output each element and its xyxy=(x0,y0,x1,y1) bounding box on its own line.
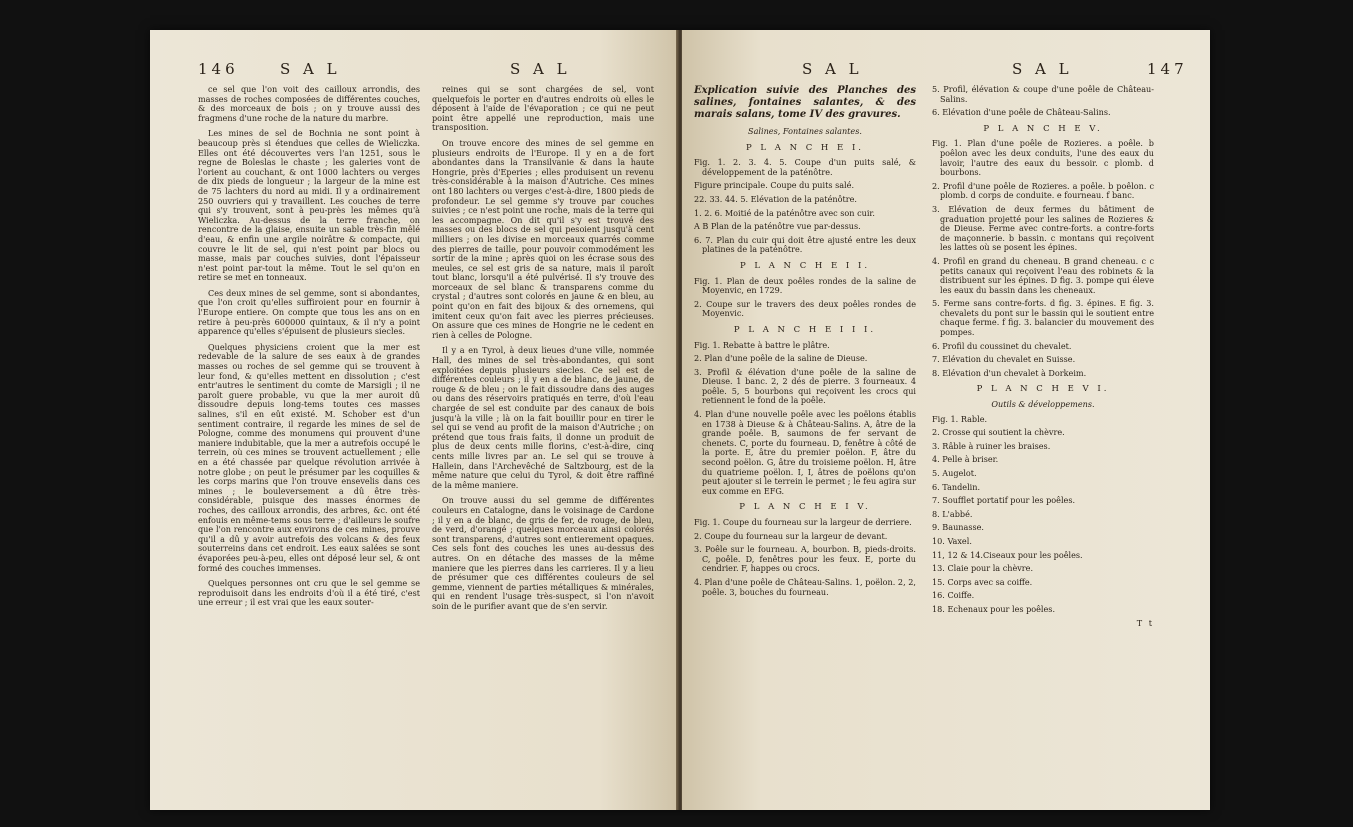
figure-entry: 5. Profil, élévation & coupe d'une poêle de Château-Salins. xyxy=(932,84,1154,104)
figure-entry: 6. 7. Plan du cuir qui doit être ajusté entre les deux platines de la paténôtre. xyxy=(694,234,916,255)
figure-entry: 4. Profil en grand du cheneau. B grand cheneau. c c petits canaux qui reçoivent l'eau des robinets & la distribuent sur les épines. D fig. 3. pompe qui éleve les eaux du bassin dans les cheneaux. xyxy=(932,255,1154,295)
page-number-right: 147 xyxy=(1147,60,1188,78)
right-column-1 xyxy=(694,85,916,601)
figure-entry: 5. Ferme sans contre-forts. d fig. 3. épines. E fig. 3. chevalets du pont sur le bassin qui le soutient entre chaque ferme. f fig. 3. balancier du mouvement des pompes. xyxy=(932,298,1154,338)
figure-entry: 10. Vaxel. xyxy=(932,535,972,546)
figure-entry: 6. Profil du coussinet du chevalet. xyxy=(932,340,1072,351)
figure-entry: Fig. 1. Plan de deux poêles rondes de la saline de Moyenvic, en 1729. xyxy=(694,275,916,296)
plate-heading: P L A N C H E I I. xyxy=(739,260,871,271)
right-column-2 xyxy=(932,85,1154,628)
running-head-left-2: S A L xyxy=(510,60,571,78)
figure-entry: 2. Coupe du fourneau sur la largeur de devant. xyxy=(694,530,888,541)
figure-entry: Figure principale. Coupe du puits salé. xyxy=(694,180,855,191)
figure-entry: 6. Tandelin. xyxy=(932,481,981,492)
running-head-right-2: S A L xyxy=(1012,60,1073,78)
paragraph: Il y a en Tyrol, à deux lieues d'une ville, nommée Hall, des mines de sel très-abondantes, qui sont exploitées depuis plusieurs siecles. Ce sel est de différentes couleurs ; il y en a de blanc, de jaune, de rouge & de bleu ; on le fait dissoudre dans des auges ou dans des réservoirs pratiqués en terre, d'où l'eau chargée de sel est conduite par des canaux de bois jusqu'à la ville ; là on la fait bouillir pour en tirer le sel qui se vend au profit de la maison d'Autriche ; on prétend que tous frais faits, il donne un produit de plus de deux cents mille florins, c'est-à-dire, cinq cents mille livres par an. Le sel qui se trouve à Hallein, dans l'Archevêché de Saltzbourg, est de la même nature que celui du Tyrol, & doit être raffiné de la même maniere. xyxy=(432,345,654,490)
figure-entry: 1. 2. 6. Moitié de la paténôtre avec son cuir. xyxy=(694,207,875,218)
plate-heading: P L A N C H E I I I. xyxy=(733,324,877,335)
left-column-1 xyxy=(198,85,420,614)
figure-entry: Fig. 1. 2. 3. 4. 5. Coupe d'un puits salé, & développement de la paténôtre. xyxy=(694,157,916,177)
figure-entry: Fig. 1. Plan d'une poêle de Rozieres. a poêle. b poêlon avec les deux conduits, l'une des eaux du lavoir, l'autre des eaux du bessoir. c plomb. d bourbons. xyxy=(932,138,1154,178)
subheading: Outils & développemens. xyxy=(991,399,1095,410)
figure-entry: 22. 33. 44. 5. Elévation de la paténôtre. xyxy=(694,193,857,204)
figure-entry: 9. Baunasse. xyxy=(932,522,984,533)
figure-entry: 2. Profil d'une poêle de Rozieres. a poêle. b poêlon. c plomb. d corps de conduite. e fourneau. f banc. xyxy=(932,180,1154,201)
figure-entry: 4. Plan d'une nouvelle poêle avec les poëlons établis en 1738 à Dieuse & à Château-Salins. A, âtre de la grande poêle. B, saumons de fer servant de chenets. C, porte du fourneau. D, fenêtre à côté de la porte. E, âtre du premier poëlon. F, âtre du second poëlon. G, âtre du troisieme poëlon. H, âtre du quatrieme poëlon. I, I, âtres de poëlons qu'on peut ajouter si le terrein le permet ; le feu agira sur eux comme en EFG. xyxy=(694,409,916,496)
paragraph: On trouve aussi du sel gemme de différentes couleurs en Catalogne, dans le voisinage de Cardone ; il y en a de blanc, de gris de fer, de rouge, de bleu, de verd, d'orangé ; quelques morceaux ainsi colorés sont transparens, d'autres sont entierement opaques. Ces sels font des couches les unes au-dessus des autres. On en détache des masses de la même maniere que les pierres dans les carrieres. Il y a lieu de présumer que ces différentes couleurs de sel gemme, viennent de parties métalliques & minérales, qui en rendent l'usage très-suspect, si l'on n'avoit soin de le purifier avant que de s'en servir. xyxy=(432,495,654,611)
figure-entry: 4. Pelle à briser. xyxy=(932,454,999,465)
figure-entry: 3. Elévation de deux fermes du bâtiment de graduation projetté pour les salines de Rozieres & de Dieuse. Ferme avec contre-forts. a contre-forts de maçonnerie. b bassin. c montans qui reçoivent les lattes où se posent les épines. xyxy=(932,203,1154,253)
signature-mark: T t xyxy=(1136,617,1154,628)
figure-entry: 2. Crosse qui soutient la chèvre. xyxy=(932,427,1065,438)
figure-entry: 13. Claie pour la chèvre. xyxy=(932,563,1034,574)
figure-entry: 11, 12 & 14.Ciseaux pour les poêles. xyxy=(932,549,1083,560)
figure-entry: 7. Soufflet portatif pour les poêles. xyxy=(932,495,1076,506)
paragraph: On trouve encore des mines de sel gemme en plusieurs endroits de l'Europe. Il y en a de fort abondantes dans la Transilvanie & dans la haute Hongrie, près d'Eperies ; elles produisent un revenu très-considérable à la maison d'Autriche. Ces mines ont 180 lachters ou verges c'est-à-dire, 1800 pieds de profondeur. Le sel gemme s'y trouve par couches suivies ; ce n'est point une roche, mais de la terre qui les accompagne. On dit qu'il s'y est trouvé des masses ou des blocs de sel qui pesoient jusqu'à cent milliers ; on les divise en morceaux quarrés comme des pierres de taille, pour pouvoir commodément les sortir de la mine ; après quoi on les écrase sous des meules, ce sel est gris de sa nature, mais il paroît tout blanc, lorsqu'il a été pulvérisé. Il s'y trouve des morceaux de sel blanc & transparens comme du crystal ; d'autres sont colorés en jaune & en bleu, au point qu'on en fait des bijoux & des ornemens, qui imitent ceux qu'on fait avec les pierres précieuses. On assure que ces mines de Hongrie ne le cedent en rien à celles de Pologne. xyxy=(432,137,654,340)
figure-entry: 2. Coupe sur le travers des deux poêles rondes de Moyenvic. xyxy=(694,298,916,319)
left-column-2 xyxy=(432,85,654,617)
plate-heading: P L A N C H E V. xyxy=(983,123,1103,134)
plate-heading: P L A N C H E V I. xyxy=(976,384,1110,395)
figure-entry: 18. Echenaux pour les poêles. xyxy=(932,603,1056,614)
figure-entry: 6. Elévation d'une poêle de Château-Salins. xyxy=(932,107,1111,118)
plate-heading: P L A N C H E I V. xyxy=(739,502,871,513)
plate-heading: P L A N C H E I. xyxy=(745,142,865,153)
figure-entry: 3. Profil & élévation d'une poêle de la saline de Dieuse. 1 banc. 2, 2 dés de pierre. 3 fourneaux. 4 poêle. 5, 5 bourbons qui reçoivent les crocs qui retiennent le fond de la poêle. xyxy=(694,366,916,406)
running-head-right-1: S A L xyxy=(802,60,863,78)
paragraph: Ces deux mines de sel gemme, sont si abondantes, que l'on croit qu'elles suffiroient pour en fournir à l'Europe entiere. On compte que tous les ans on en retire à peu-près 600000 quintaux, & il n'y a point apparence qu'elles s'épuisent de plusieurs siecles. xyxy=(198,287,420,337)
paragraph: Quelques physiciens croient que la mer est redevable de la salure de ses eaux à de grandes masses ou roches de sel gemme qui se trouvent à leur fond, & qu'elles mettent en dissolution ; c'est entr'autres le sentiment du comte de Marsigli ; il ne paroît guere probable, vu que la mer auroit dû dissoudre depuis long-tems toutes ces masses salines, s'il en eût existé. M. Schober est d'un sentiment contraire, il regarde les mines de sel de Pologne, comme des monumens qui prouvent d'une maniere indubitable, que la mer a autrefois occupé le terrein, où ces mines se trouvent actuellement ; elle en a été chassée par quelque révolution arrivée à notre globe ; on peut le présumer par les coquilles & les corps marins que l'on trouve ensevelis dans ces mines ; le bouleversement a dû être très-considérable, puisque des masses énormes de roches, des cailloux arrondis, des arbres, &c. ont été enfouis en même-tems sous terre ; d'ailleurs le soufre que l'on rencontre aux environs de ces mines, prouve qu'il a dû y avoir autrefois des volcans & des feux souterreins dans cet endroit. Les eaux salées se sont évaporées peu-à-peu, elles ont déposé leur sel, & ont formé des couches immenses. xyxy=(198,341,420,573)
figure-entry: A B Plan de la paténôtre vue par-dessus. xyxy=(694,221,861,232)
explication-title: Explication suivie des Planches des salines, fontaines salantes, & des marais salans, tome IV des gravures. xyxy=(694,85,916,120)
figure-entry: 7. Elévation du chevalet en Suisse. xyxy=(932,354,1076,365)
right-page xyxy=(682,30,1210,810)
figure-entry: 15. Corps avec sa coiffe. xyxy=(932,576,1033,587)
paragraph: reines qui se sont chargées de sel, vont quelquefois le porter en d'autres endroits où elles le déposent à l'aide de l'évaporation ; ce qui ne peut point être appellé une reproduction, mais une transposition. xyxy=(432,84,654,133)
paragraph: Les mines de sel de Bochnia ne sont point à beaucoup près si étendues que celles de Wieliczka. Elles ont été découvertes vers l'an 1251, sous le regne de Boleslas le chaste ; les galeries vont de l'orient au couchant, & ont 1000 lachters ou verges de dix pieds de longueur ; la largeur de la mine est de 75 lachters du nord au midi. Il y a ordinairement 250 ouvriers qui y travaillent. Les couches de terre qui s'y trouvent, sont à peu-près les mêmes qu'à Wieliczka. Au-dessus de la terre franche, on rencontre de la glaise, ensuite un sable très-fin mêlé d'eau, & enfin une argile noirâtre & compacte, qui couvre le lit de sel, qui n'est point par blocs ou masse, mais par couches suivies, dont l'épaisseur n'est point par-tout la même. Tout le sel qu'on en retire se met en tonneaux. xyxy=(198,128,420,283)
figure-entry: 16. Coiffe. xyxy=(932,590,975,601)
figure-entry: Fig. 1. Rable. xyxy=(932,413,988,424)
figure-entry: 3. Râble à ruiner les braises. xyxy=(932,440,1051,451)
figure-entry: 4. Plan d'une poêle de Château-Salins. 1, poëlon. 2, 2, poêle. 3, bouches du fourneau. xyxy=(694,576,916,597)
figure-entry: 8. L'abbé. xyxy=(932,508,973,519)
figure-entry: 5. Augelot. xyxy=(932,468,977,478)
figure-entry: 8. Elévation d'un chevalet à Dorkeim. xyxy=(932,367,1087,378)
book-spread xyxy=(150,30,1210,810)
figure-entry: 2. Plan d'une poêle de la saline de Dieuse. xyxy=(694,353,868,364)
figure-entry: Fig. 1. Coupe du fourneau sur la largeur de derriere. xyxy=(694,517,912,527)
left-page xyxy=(150,30,678,810)
section-heading: Salines, Fontaines salantes. xyxy=(748,126,862,136)
paragraph: Quelques personnes ont cru que le sel gemme se reproduisoit dans les endroits d'où il a été tiré, c'est une erreur ; il est vrai que les eaux souter- xyxy=(198,578,420,608)
figure-entry: Fig. 1. Rebatte à battre le plâtre. xyxy=(694,339,830,350)
running-head-left-1: S A L xyxy=(280,60,341,78)
page-number-left: 146 xyxy=(198,60,239,78)
paragraph: ce sel que l'on voit des cailloux arrondis, des masses de roches composées de différentes couches, & des morceaux de bois ; on y trouve aussi des fragmens d'une roche de la nature du marbre. xyxy=(198,84,420,123)
figure-entry: 3. Poêle sur le fourneau. A, bourbon. B, pieds-droits. C, poêle. D, fenêtres pour les feux. E, porte du cendrier. F, happes ou crocs. xyxy=(694,544,916,574)
